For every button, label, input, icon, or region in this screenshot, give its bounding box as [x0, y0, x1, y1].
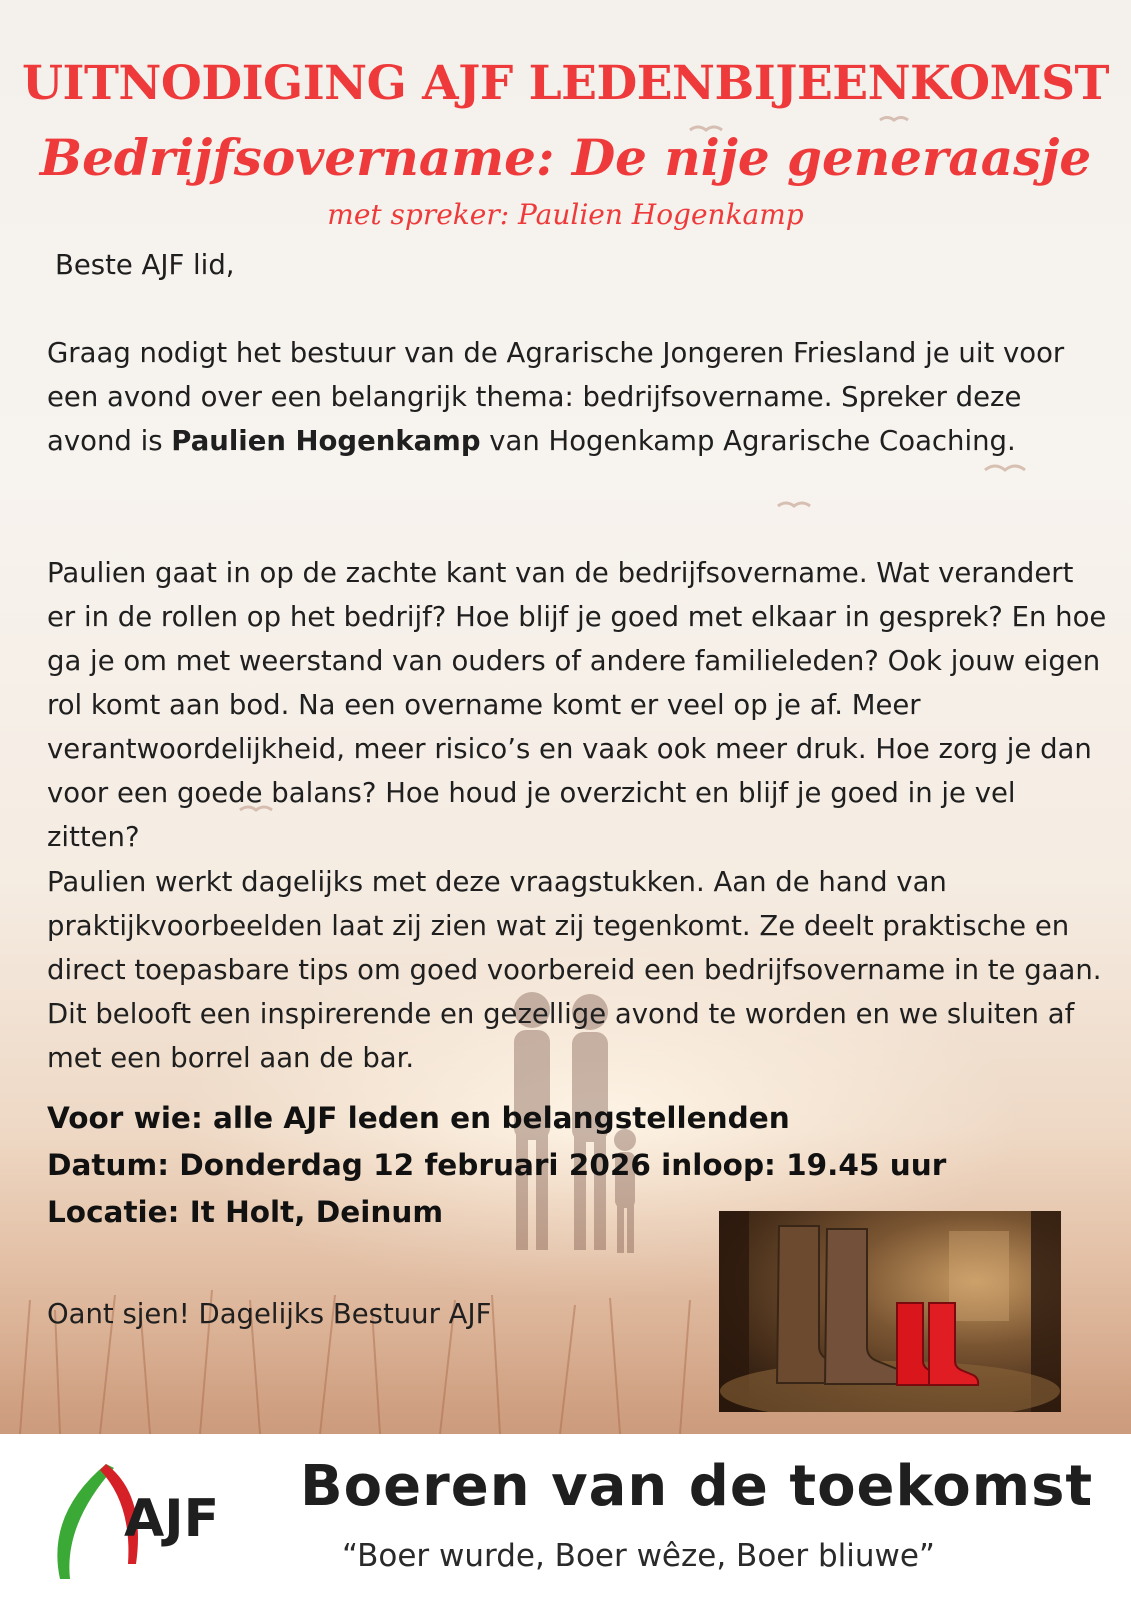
paragraph-approach: Paulien werkt dagelijks met deze vraagstukken. Aan de hand van praktijkvoorbeelden laat zij zien wat zij tegenkomt. Ze deelt praktische en direct toepasbare tips om goed voorbereid een bedrijfsovername in te gaan. Dit belooft een inspirerende en gezellige avond te worden en we sluiten af met een borrel aan de bar. — [47, 866, 1102, 1074]
date-line: Datum: Donderdag 12 februari 2026 inloop: 19.45 uur — [47, 1148, 947, 1182]
page-title: UITNODIGING AJF LEDENBIJEENKOMST — [21, 56, 1110, 111]
location-line: Locatie: It Holt, Deinum — [47, 1195, 444, 1229]
event-subtitle: Bedrijfsovername: De nije generaasje — [39, 128, 1092, 187]
logo-text: AJF — [124, 1489, 220, 1549]
boots-photo — [719, 1211, 1061, 1412]
intro-text-end: van Hogenkamp Agrarische Coaching. — [480, 425, 1016, 457]
closing-signature: Oant sjen! Dagelijks Bestuur AJF — [47, 1298, 492, 1330]
boots-icon — [719, 1211, 1061, 1412]
audience-line: Voor wie: alle AJF leden en belangstellenden — [47, 1101, 790, 1135]
ajf-logo — [36, 1454, 236, 1584]
paragraph-topics: Paulien gaat in op de zachte kant van de bedrijfsovername. Wat verandert er in de rollen op het bedrijf? Hoe blijf je goed met elkaar in gesprek? En hoe ga je om met weerstand van ouders of andere familieleden? Ook jouw eigen rol komt aan bod. Na een overname komt er veel op je af. Meer verantwoordelijkheid, meer risico’s en vaak ook meer druk. Hoe zorg je dan voor een goede balans? Hoe houd je overzicht en blijf je goed in je vel zitten? — [47, 557, 1107, 853]
greeting: Beste AJF lid, — [55, 249, 235, 281]
intro-text: Graag nodigt het bestuur van de Agrarische Jongeren Friesland je uit voor een avond over een belangrijk thema: bedrijfsovername. Spreker deze avond is — [47, 337, 1065, 457]
paragraph-intro — [47, 331, 1107, 463]
footer — [0, 1434, 1131, 1600]
motto: “Boer wurde, Boer wêze, Boer bliuwe” — [342, 1538, 935, 1574]
speaker-name: Paulien Hogenkamp — [171, 425, 481, 457]
speaker-line: met spreker: Paulien Hogenkamp — [327, 198, 804, 231]
slogan: Boeren van de toekomst — [300, 1454, 1094, 1519]
